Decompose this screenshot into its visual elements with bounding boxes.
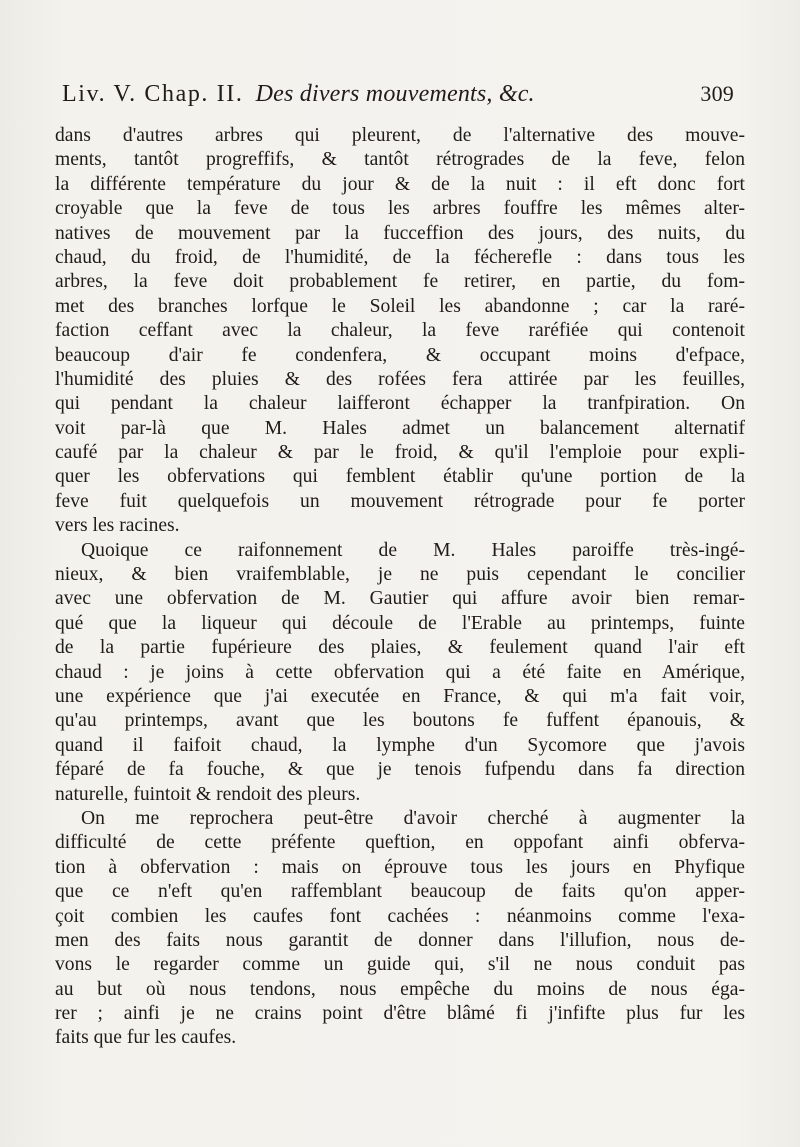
page-header <box>62 74 734 114</box>
text-line: rer ; ainfi je ne crains point d'être blâmé fi j'infifte plus fur les <box>55 1003 745 1025</box>
text-line: vons le regarder comme un guide qui, s'il ne nous conduit pas <box>55 954 745 976</box>
text-line: la différente température du jour & de la nuit : il eft donc fort <box>55 173 745 195</box>
running-title: Des divers mouvements, &c. <box>255 81 535 107</box>
page-number: 309 <box>700 81 734 106</box>
text-line: voit par-là que M. Hales admet un balancement alternatif <box>55 417 745 439</box>
text-line: faits que fur les caufes. <box>55 1027 237 1049</box>
text-line: Quoique ce raifonnement de M. Hales paroiffe très-ingé- <box>81 539 745 561</box>
text-line: avec une obfervation de M. Gautier qui affure avoir bien remar- <box>55 588 745 610</box>
text-line: feve fuit quelquefois un mouvement rétrograde pour fe porter <box>55 490 745 512</box>
text-line: difficulté de cette préfente queftion, en oppofant ainfi obferva- <box>55 832 745 854</box>
text-line: caufé par la chaleur & par le froid, & qu'il l'emploie pour expli- <box>55 442 745 464</box>
text-line: dans d'autres arbres qui pleurent, de l'alternative des mouve- <box>55 125 745 146</box>
text-line: que ce n'eft qu'en raffemblant beaucoup de faits qu'on apper- <box>55 881 745 903</box>
text-line: arbres, la feve doit probablement fe retirer, en partie, du fom- <box>55 271 745 293</box>
text-line: nieux, & bien vraifemblable, je ne puis cependant le concilier <box>55 564 745 586</box>
text-line: de la partie fupérieure des plaies, & feulement quand l'air eft <box>55 637 745 659</box>
text-line: chaud : je joins à cette obfervation qui a été faite en Amérique, <box>55 661 745 683</box>
text-line: une expérience que j'ai executée en France, & qui m'a fait voir, <box>55 685 745 707</box>
text-line: On me reprochera peut-être d'avoir cherché à augmenter la <box>81 807 745 829</box>
text-line: çoit combien les caufes font cachées : néanmoins comme l'exa- <box>55 905 745 927</box>
text-line: qué que la liqueur qui découle de l'Erable au printemps, fuinte <box>55 612 745 634</box>
text-line: vers les racines. <box>55 515 180 537</box>
paragraph <box>55 539 745 807</box>
running-head: Liv. V. Chap. II. <box>62 81 244 107</box>
paragraph <box>55 807 745 1051</box>
text-line: qu'au printemps, avant que les boutons fe fuffent épanouis, & <box>55 710 745 732</box>
text-line: tion à obfervation : mais on éprouve tous les jours en Phyfique <box>55 856 745 878</box>
text-line: quand il faifoit chaud, la lymphe d'un Sycomore que j'avois <box>55 734 745 756</box>
text-line: natives de mouvement par la fucceffion des jours, des nuits, du <box>55 222 745 244</box>
text-line: l'humidité des pluies & des rofées fera attirée par les feuilles, <box>55 368 745 390</box>
paragraph <box>55 124 745 539</box>
text-line: quer les obfervations qui femblent établir qu'une portion de la <box>55 466 745 488</box>
text-line: faction ceffant avec la chaleur, la feve raréfiée qui contenoit <box>55 320 745 342</box>
text-line: met des branches lorfque le Soleil les abandonne ; car la raré- <box>55 295 745 317</box>
text-line: naturelle, fuintoit & rendoit des pleurs. <box>55 783 361 805</box>
text-line: qui pendant la chaleur laifferont échapper la tranfpiration. On <box>55 393 745 415</box>
text-line: beaucoup d'air fe condenfera, & occupant moins d'efpace, <box>55 344 745 366</box>
text-line: croyable que la feve de tous les arbres fouffre les mêmes alter- <box>55 198 745 220</box>
text-line: chaud, du froid, de l'humidité, de la fécherefle : dans tous les <box>55 246 745 268</box>
text-line: féparé de fa fouche, & que je tenois fufpendu dans fa direction <box>55 759 745 781</box>
text-line: au but où nous tendons, nous empêche du moins de nous éga- <box>55 978 745 1000</box>
text-line: men des faits nous garantit de donner dans l'illufion, nous de- <box>55 929 745 951</box>
text-line: ments, tantôt progreffifs, & tantôt rétrogrades de la feve, felon <box>55 149 745 171</box>
body-text <box>55 124 745 1051</box>
